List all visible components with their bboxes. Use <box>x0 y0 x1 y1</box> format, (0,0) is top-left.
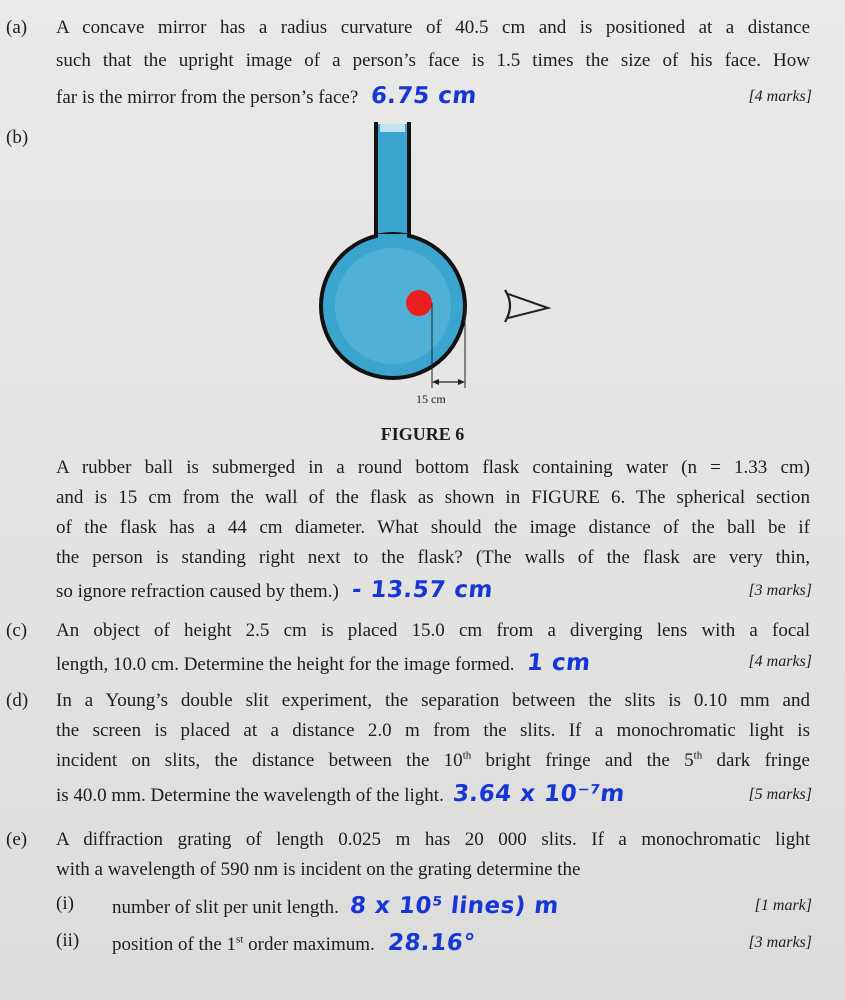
part-c-line-2 <box>56 650 591 676</box>
figure-caption: FIGURE 6 <box>380 424 465 444</box>
figure-dimension-label: 15 cm <box>416 392 446 406</box>
part-e-i-marks: [1 mark] <box>754 897 812 914</box>
part-a-line-2: such that the upright image of a person’s face is 1.5 times the size of his face. How <box>56 50 810 71</box>
part-d-marks: [5 marks] <box>748 786 812 803</box>
part-c-line-2-text: length, 10.0 cm. Determine the height for the image formed. <box>56 654 515 675</box>
part-e-ii-text: position of the 1st order maximum. <box>112 933 375 955</box>
part-b-line-5-text: so ignore refraction caused by them.) <box>56 581 339 602</box>
part-b-line-3: of the flask has a 44 cm diameter. What should the image distance of the ball be if <box>56 517 810 538</box>
part-e-ii-handwritten-answer: 28.16° <box>386 930 477 956</box>
part-e-line-1: A diffraction grating of length 0.025 m has 20 000 slits. If a monochromatic light <box>56 829 810 850</box>
part-a-line-1: A concave mirror has a radius curvature of 40.5 cm and is positioned at a distance <box>56 17 810 38</box>
part-b-label: (b) <box>6 127 29 148</box>
part-e-ii-label: (ii) <box>56 930 80 951</box>
part-c-label: (c) <box>6 620 28 641</box>
part-e-line-2: with a wavelength of 590 nm is incident on the grating determine the <box>56 859 581 880</box>
part-b-line-4: the person is standing right next to the flask? (The walls of the flask are very thin, <box>56 547 810 568</box>
part-d-line-4-text: is 40.0 mm. Determine the wavelength of the light. <box>56 785 444 806</box>
flask-neck-join <box>378 234 407 244</box>
part-d-label: (d) <box>6 690 29 711</box>
part-b-line-1: A rubber ball is submerged in a round bottom flask containing water (n = 1.33 cm) <box>56 457 810 478</box>
arrow-right-head <box>458 379 465 385</box>
part-c-marks: [4 marks] <box>748 653 812 670</box>
flask-neck-water <box>376 124 409 246</box>
part-d-line-3: incident on slits, the distance between the 10th bright fringe and the 5th dark fringe <box>56 749 810 771</box>
part-c-line-1: An object of height 2.5 cm is placed 15.0 cm from a diverging lens with a focal <box>56 620 810 641</box>
part-e-i-text: number of slit per unit length. <box>112 897 339 918</box>
part-d-line-4 <box>56 781 624 807</box>
part-c-handwritten-answer: 1 cm <box>525 650 593 676</box>
part-e-label: (e) <box>6 829 28 850</box>
arrow-left-head <box>432 379 439 385</box>
part-e-i-handwritten-answer: 8 x 10⁵ lines) m <box>348 893 560 919</box>
part-e-ii-line <box>112 930 475 956</box>
part-b-line-2: and is 15 cm from the wall of the flask as shown in FIGURE 6. The spherical section <box>56 487 810 508</box>
part-b-line-5 <box>56 577 492 603</box>
part-a-marks: [4 marks] <box>748 88 812 105</box>
part-d-handwritten-answer: 3.64 x 10⁻⁷m <box>451 781 626 807</box>
part-a-line-3-text: far is the mirror from the person’s face? <box>56 87 359 108</box>
flask-neck-meniscus <box>380 124 405 132</box>
part-d-line-1: In a Young’s double slit experiment, the separation between the slits is 0.10 mm and <box>56 690 810 711</box>
eye-sight-lines <box>508 294 548 318</box>
part-b-marks: [3 marks] <box>748 582 812 599</box>
part-a-label: (a) <box>6 17 28 38</box>
part-d-line-2: the screen is placed at a distance 2.0 m from the slits. If a monochromatic light is <box>56 720 810 741</box>
part-b-handwritten-answer: - 13.57 cm <box>350 577 494 603</box>
figure-6-diagram <box>0 0 845 440</box>
part-a-handwritten-answer: 6.75 cm <box>369 83 479 109</box>
part-e-i-label: (i) <box>56 893 74 914</box>
part-e-ii-marks: [3 marks] <box>748 934 812 951</box>
rubber-ball <box>406 290 432 316</box>
part-e-i-line <box>112 893 559 919</box>
flask-highlight <box>335 248 451 364</box>
